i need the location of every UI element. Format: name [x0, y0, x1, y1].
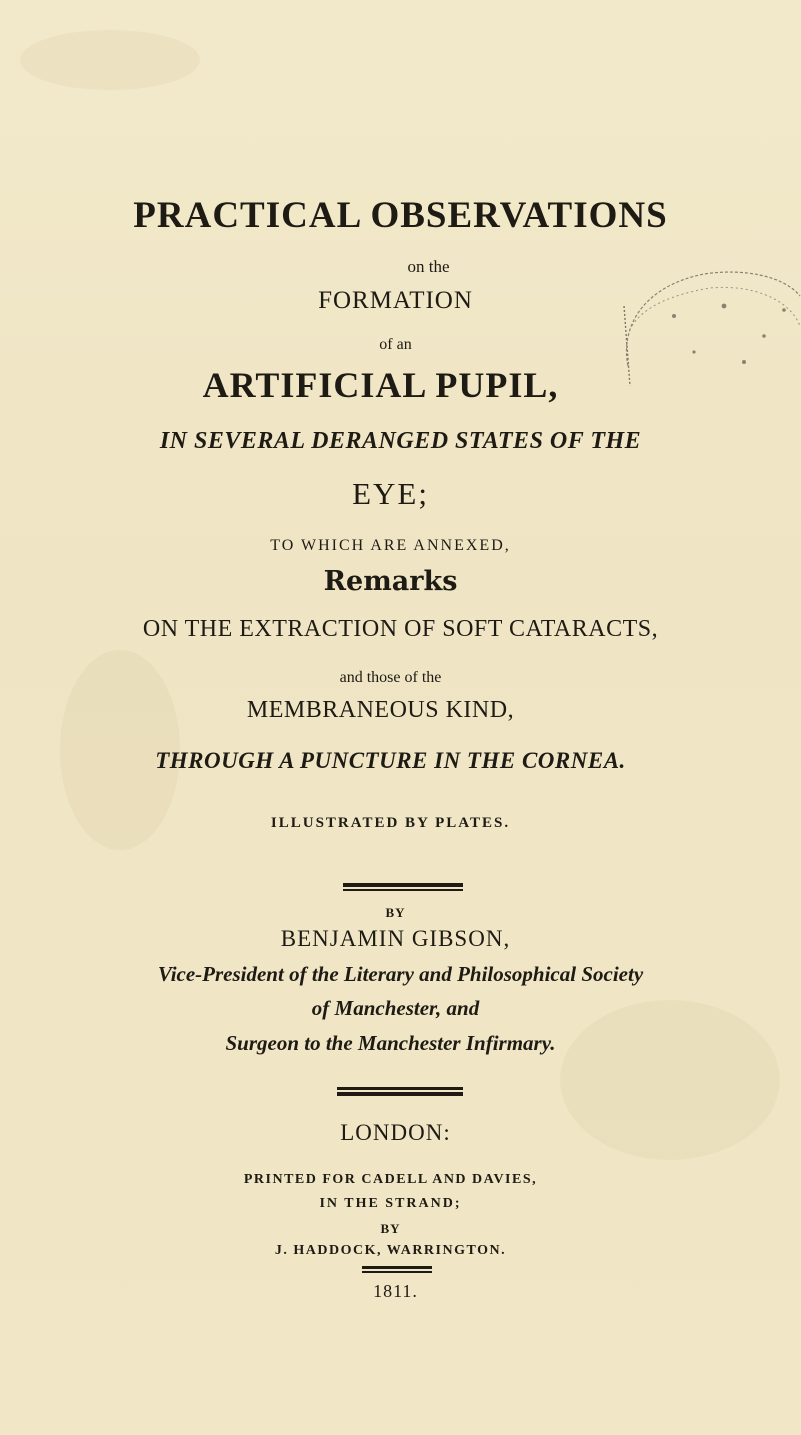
paper-stain	[20, 30, 200, 90]
title-several-states: IN SEVERAL DERANGED STATES OF THE	[159, 428, 642, 454]
title-eye: EYE;	[352, 476, 429, 511]
imprint-city: LONDON:	[340, 1120, 451, 1145]
title-connector-on-the: on the	[407, 257, 450, 276]
imprint-printer: J. HADDOCK, WARRINGTON.	[274, 1243, 507, 1258]
author-credential-2: of Manchester, and	[311, 996, 480, 1020]
author-name: BENJAMIN GIBSON,	[280, 926, 511, 951]
author-credential-1: Vice-President of the Literary and Philosophical Society	[157, 962, 644, 986]
imprint-by-label: BY	[380, 1221, 401, 1236]
ornamental-rule	[0, 1266, 801, 1274]
title-artificial-pupil: ARTIFICIAL PUPIL,	[202, 365, 559, 405]
title-formation: FORMATION	[318, 287, 473, 314]
title-connector-those: and those of the	[339, 669, 442, 686]
title-annexed: TO WHICH ARE ANNEXED,	[270, 537, 511, 554]
title-remarks: Remarks	[323, 566, 458, 597]
imprint-year: 1811.	[373, 1281, 418, 1301]
title-membraneous: MEMBRANEOUS KIND,	[246, 697, 515, 723]
title-extraction: ON THE EXTRACTION OF SOFT CATARACTS,	[142, 616, 659, 642]
title-connector-of-an: of an	[379, 336, 412, 353]
imprint-printed-for: PRINTED FOR CADELL AND DAVIES,	[243, 1172, 538, 1187]
author-credential-3: Surgeon to the Manchester Infirmary.	[225, 1031, 556, 1055]
book-title: PRACTICAL OBSERVATIONS	[133, 195, 668, 236]
title-puncture: THROUGH A PUNCTURE IN THE CORNEA.	[155, 748, 626, 773]
ornamental-rule	[0, 1087, 801, 1097]
imprint-strand: IN THE STRAND;	[319, 1196, 462, 1211]
ornamental-rule	[0, 883, 801, 893]
title-illustrated: ILLUSTRATED BY PLATES.	[270, 815, 511, 831]
author-by-label: BY	[385, 905, 406, 920]
